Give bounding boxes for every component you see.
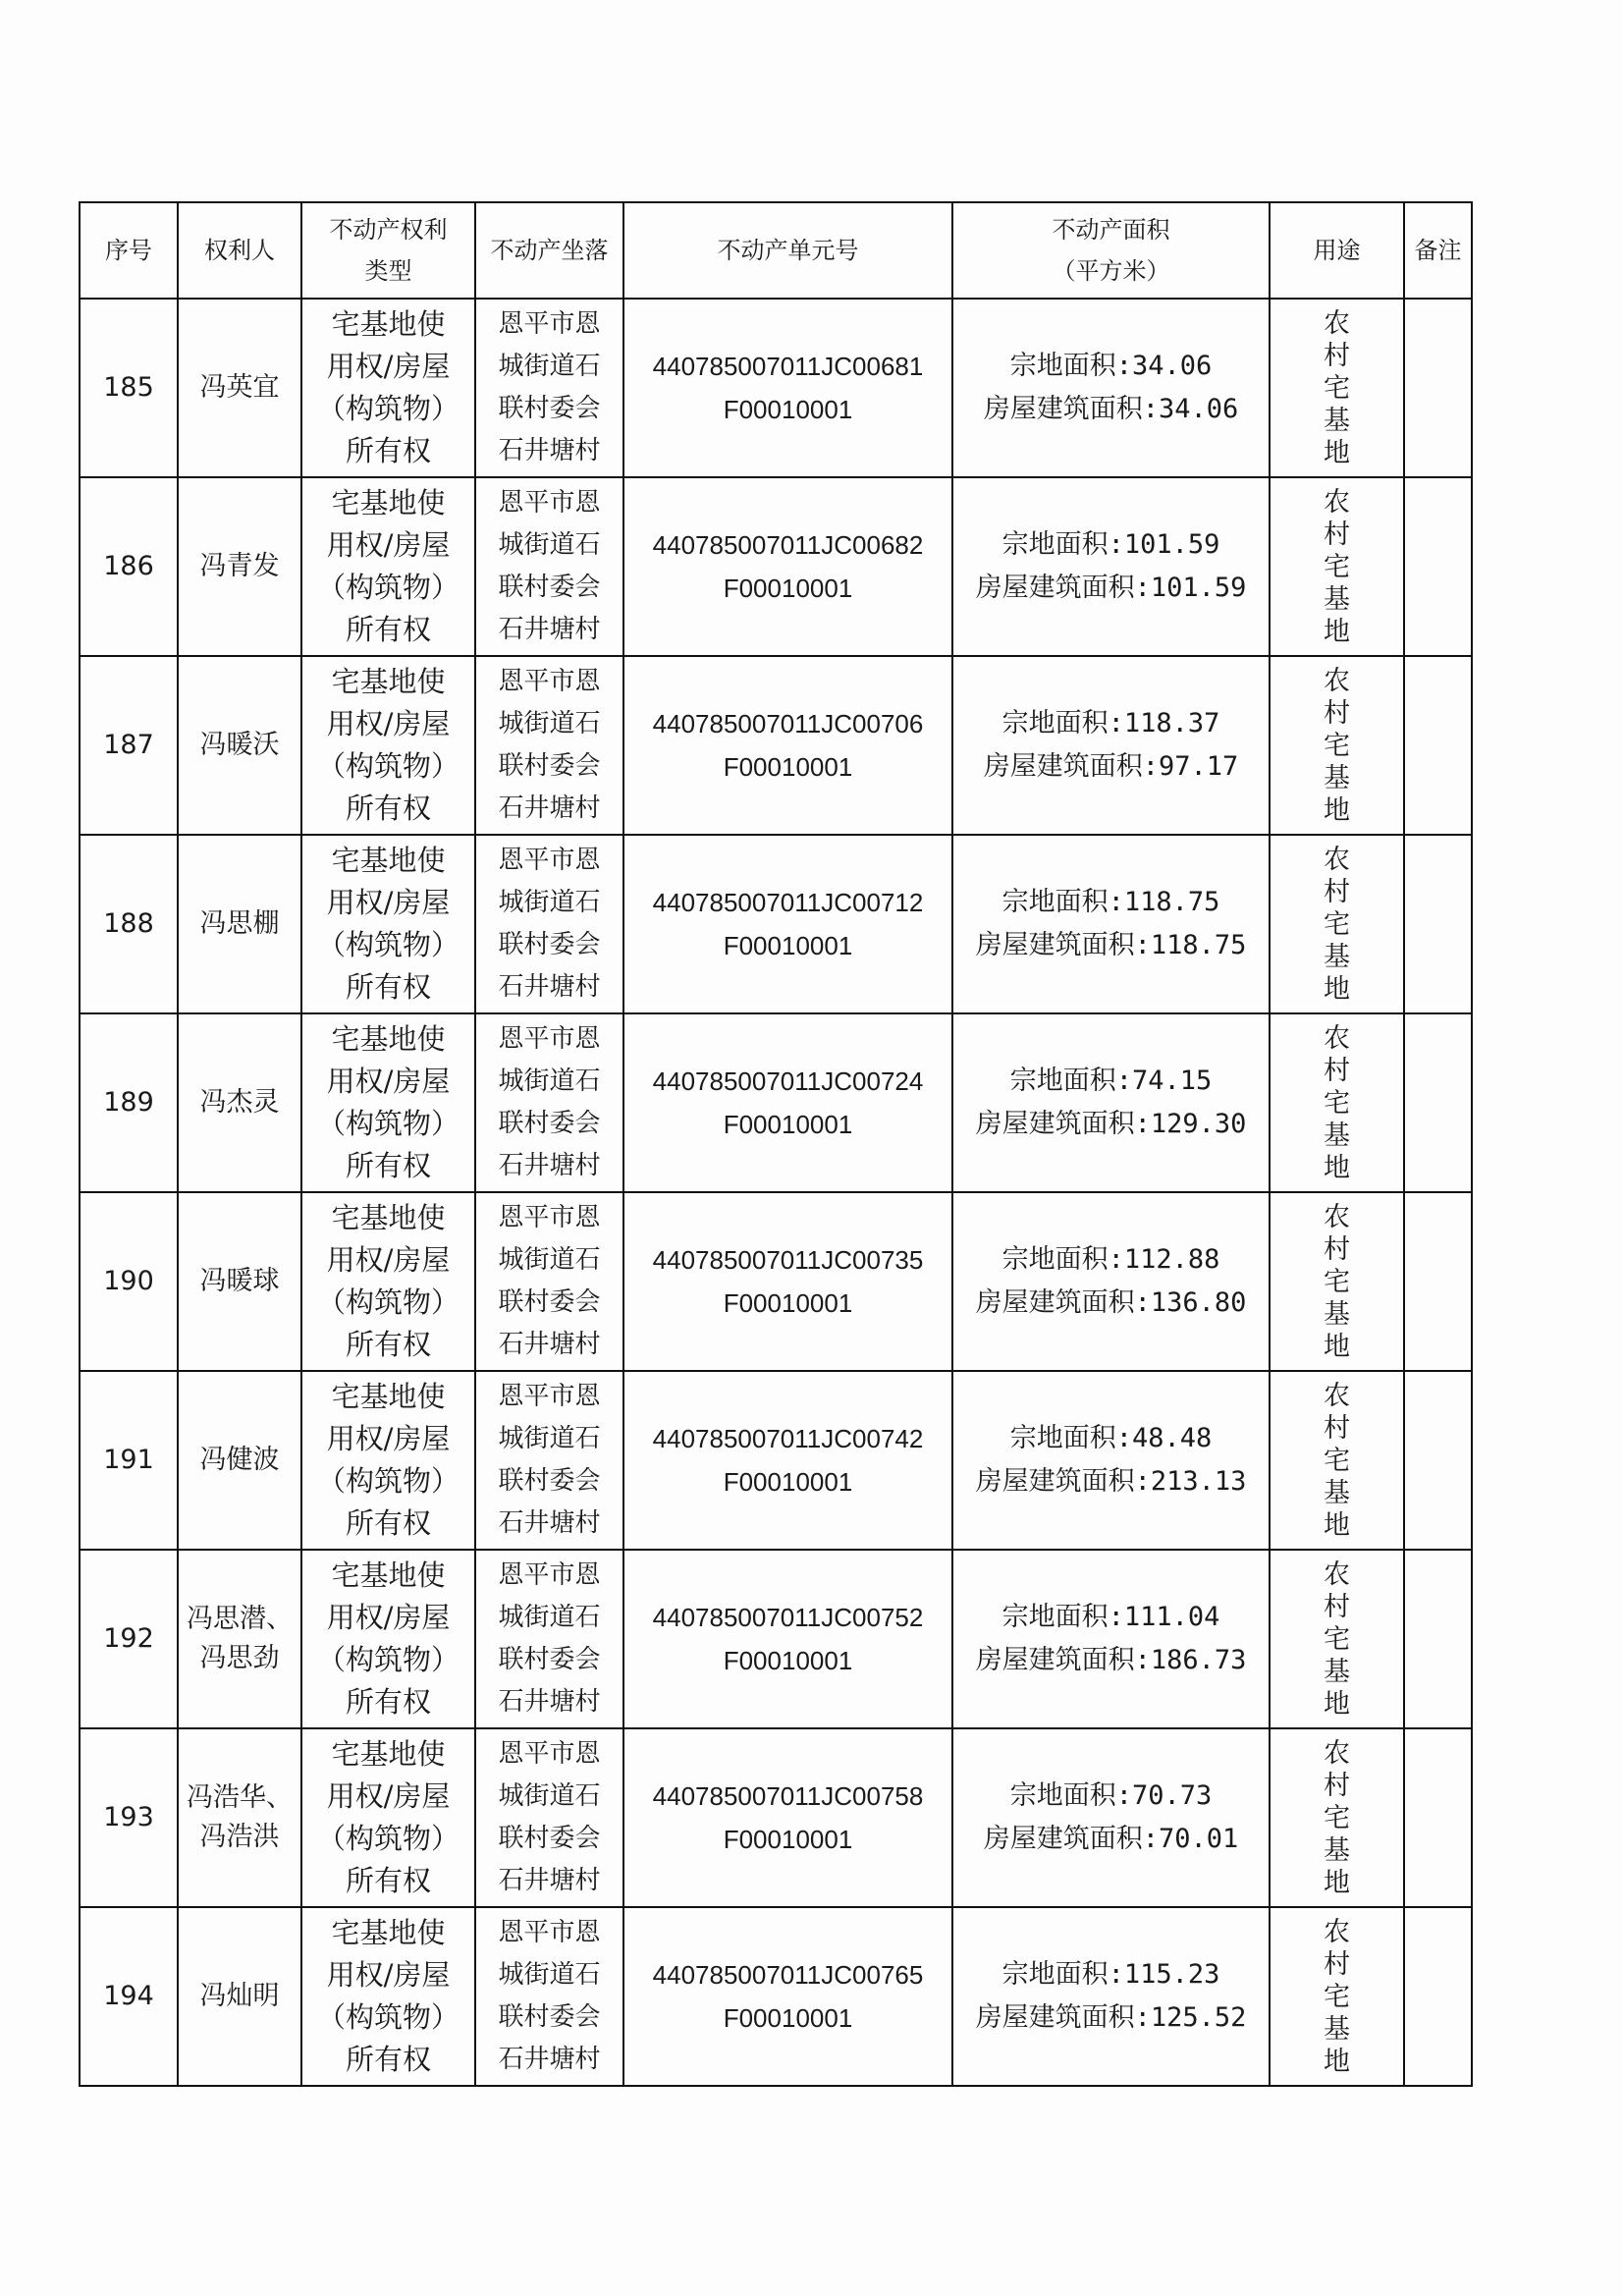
cell-right-type	[301, 1371, 475, 1550]
cell-area	[952, 1013, 1270, 1192]
cell-area	[952, 1907, 1270, 2086]
table-row	[80, 1728, 1472, 1907]
cell-area	[952, 299, 1270, 477]
cell-unit-no	[623, 1550, 952, 1728]
cell-unit-no	[623, 299, 952, 477]
cell-right-type-text: 宅基地使 用权/房屋 （构筑物） 所有权	[316, 1201, 460, 1361]
cell-location	[475, 835, 623, 1013]
land-area-text: 宗地面积:118.37	[1001, 708, 1220, 738]
cell-use	[1270, 1907, 1404, 2086]
cell-note	[1404, 299, 1472, 477]
cell-unit-no	[623, 1907, 952, 2086]
cell-unit-no-text: 440785007011JC00682 F00010001	[652, 530, 924, 603]
cell-use-text: 农 村 宅 基 地	[1324, 1737, 1350, 1898]
building-area-text: 房屋建筑面积:118.75	[975, 930, 1247, 960]
table-row	[80, 477, 1472, 656]
table-row	[80, 1192, 1472, 1371]
cell-area	[952, 1192, 1270, 1371]
cell-holder-text: 冯英宜	[199, 372, 280, 403]
cell-right-type-text: 宅基地使 用权/房屋 （构筑物） 所有权	[316, 486, 460, 646]
cell-note	[1404, 656, 1472, 835]
cell-area	[952, 835, 1270, 1013]
table-row	[80, 1907, 1472, 2086]
cell-seq	[80, 1192, 178, 1371]
cell-right-type-text: 宅基地使 用权/房屋 （构筑物） 所有权	[316, 1737, 460, 1897]
cell-seq	[80, 835, 178, 1013]
cell-use-text: 农 村 宅 基 地	[1324, 665, 1350, 826]
cell-location	[475, 299, 623, 477]
cell-use-text: 农 村 宅 基 地	[1324, 1201, 1350, 1362]
land-area-text: 宗地面积:48.48	[1009, 1423, 1213, 1453]
cell-use	[1270, 1371, 1404, 1550]
cell-note	[1404, 1371, 1472, 1550]
cell-unit-no	[623, 656, 952, 835]
cell-seq	[80, 1371, 178, 1550]
cell-seq-text: 186	[103, 551, 154, 581]
cell-location-text: 恩平市恩 城街道石 联村委会 石井塘村	[498, 1203, 601, 1359]
building-area-text: 房屋建筑面积:129.30	[975, 1109, 1247, 1139]
cell-holder-text: 冯灿明	[199, 1981, 280, 2011]
cell-holder	[178, 1013, 301, 1192]
cell-use	[1270, 1550, 1404, 1728]
cell-holder	[178, 835, 301, 1013]
cell-use	[1270, 656, 1404, 835]
cell-location	[475, 477, 623, 656]
cell-seq-text: 191	[103, 1445, 154, 1475]
land-area-text: 宗地面积:111.04	[1001, 1602, 1220, 1632]
cell-location-text: 恩平市恩 城街道石 联村委会 石井塘村	[498, 667, 601, 823]
cell-note	[1404, 835, 1472, 1013]
header-unit-no: 不动产单元号	[623, 202, 952, 299]
cell-holder-text: 冯浩华、 冯浩洪	[187, 1782, 293, 1852]
land-area-text: 宗地面积:34.06	[1009, 351, 1213, 381]
cell-seq-text: 193	[103, 1802, 154, 1832]
building-area-text: 房屋建筑面积:213.13	[975, 1466, 1247, 1497]
cell-area	[952, 656, 1270, 835]
building-area-text: 房屋建筑面积:70.01	[983, 1824, 1239, 1854]
cell-holder-text: 冯暖球	[199, 1266, 280, 1296]
cell-location	[475, 1192, 623, 1371]
land-area-text: 宗地面积:115.23	[1001, 1959, 1220, 1990]
property-register-table	[79, 201, 1473, 2087]
cell-right-type	[301, 1192, 475, 1371]
land-area-text: 宗地面积:118.75	[1001, 887, 1220, 917]
cell-holder	[178, 299, 301, 477]
cell-holder	[178, 1907, 301, 2086]
cell-note	[1404, 1013, 1472, 1192]
header-use: 用途	[1270, 202, 1404, 299]
cell-unit-no-text: 440785007011JC00706 F00010001	[652, 709, 924, 782]
cell-right-type-text: 宅基地使 用权/房屋 （构筑物） 所有权	[316, 1380, 460, 1540]
cell-location-text: 恩平市恩 城街道石 联村委会 石井塘村	[498, 1560, 601, 1717]
building-area-text: 房屋建筑面积:136.80	[975, 1287, 1247, 1318]
table-row	[80, 299, 1472, 477]
cell-note	[1404, 1907, 1472, 2086]
cell-location	[475, 1907, 623, 2086]
cell-holder-text: 冯思棚	[199, 908, 280, 939]
cell-seq-text: 188	[103, 908, 154, 939]
cell-use	[1270, 299, 1404, 477]
cell-location	[475, 1371, 623, 1550]
table-row	[80, 1013, 1472, 1192]
header-seq: 序号	[80, 202, 178, 299]
table-row	[80, 1371, 1472, 1550]
cell-location	[475, 1728, 623, 1907]
cell-note	[1404, 1192, 1472, 1371]
cell-right-type-text: 宅基地使 用权/房屋 （构筑物） 所有权	[316, 307, 460, 467]
cell-holder	[178, 1550, 301, 1728]
table-header-row	[80, 202, 1472, 299]
land-area-text: 宗地面积:70.73	[1009, 1780, 1213, 1811]
cell-right-type	[301, 1728, 475, 1907]
cell-seq-text: 187	[103, 730, 154, 760]
cell-use-text: 农 村 宅 基 地	[1324, 486, 1350, 647]
cell-location	[475, 656, 623, 835]
cell-area	[952, 1550, 1270, 1728]
cell-unit-no	[623, 835, 952, 1013]
table-row	[80, 656, 1472, 835]
cell-note	[1404, 1728, 1472, 1907]
cell-right-type-text: 宅基地使 用权/房屋 （构筑物） 所有权	[316, 1558, 460, 1719]
cell-unit-no-text: 440785007011JC00712 F00010001	[652, 888, 924, 960]
cell-right-type	[301, 1907, 475, 2086]
cell-use	[1270, 1013, 1404, 1192]
cell-unit-no-text: 440785007011JC00742 F00010001	[652, 1424, 924, 1497]
cell-seq	[80, 299, 178, 477]
cell-seq-text: 194	[103, 1981, 154, 2011]
cell-seq-text: 192	[103, 1623, 154, 1654]
cell-area	[952, 1371, 1270, 1550]
header-location: 不动产坐落	[475, 202, 623, 299]
cell-use	[1270, 1728, 1404, 1907]
building-area-text: 房屋建筑面积:97.17	[983, 751, 1239, 782]
cell-location-text: 恩平市恩 城街道石 联村委会 石井塘村	[498, 1382, 601, 1538]
cell-location-text: 恩平市恩 城街道石 联村委会 石井塘村	[498, 1024, 601, 1180]
cell-right-type	[301, 477, 475, 656]
cell-note	[1404, 477, 1472, 656]
cell-location-text: 恩平市恩 城街道石 联村委会 石井塘村	[498, 309, 601, 465]
cell-location-text: 恩平市恩 城街道石 联村委会 石井塘村	[498, 1918, 601, 2074]
cell-right-type-text: 宅基地使 用权/房屋 （构筑物） 所有权	[316, 1916, 460, 2076]
cell-use-text: 农 村 宅 基 地	[1324, 1380, 1350, 1541]
cell-use-text: 农 村 宅 基 地	[1324, 1558, 1350, 1720]
cell-holder	[178, 477, 301, 656]
header-area: 不动产面积 （平方米）	[952, 202, 1270, 299]
cell-right-type	[301, 656, 475, 835]
cell-seq	[80, 1907, 178, 2086]
cell-unit-no-text: 440785007011JC00752 F00010001	[652, 1603, 924, 1675]
cell-holder-text: 冯健波	[199, 1445, 280, 1475]
cell-unit-no-text: 440785007011JC00765 F00010001	[652, 1960, 924, 2033]
cell-seq-text: 189	[103, 1087, 154, 1118]
land-area-text: 宗地面积:101.59	[1001, 529, 1220, 560]
cell-area	[952, 1728, 1270, 1907]
cell-unit-no-text: 440785007011JC00735 F00010001	[652, 1245, 924, 1318]
cell-holder	[178, 1371, 301, 1550]
building-area-text: 房屋建筑面积:34.06	[983, 394, 1239, 424]
cell-right-type-text: 宅基地使 用权/房屋 （构筑物） 所有权	[316, 665, 460, 825]
cell-right-type-text: 宅基地使 用权/房屋 （构筑物） 所有权	[316, 1022, 460, 1182]
header-holder: 权利人	[178, 202, 301, 299]
cell-right-type-text: 宅基地使 用权/房屋 （构筑物） 所有权	[316, 844, 460, 1004]
cell-seq	[80, 1728, 178, 1907]
cell-unit-no-text: 440785007011JC00758 F00010001	[652, 1781, 924, 1854]
cell-seq-text: 185	[103, 372, 154, 403]
cell-unit-no	[623, 1013, 952, 1192]
land-area-text: 宗地面积:74.15	[1009, 1066, 1213, 1096]
cell-right-type	[301, 1550, 475, 1728]
cell-location	[475, 1013, 623, 1192]
cell-seq	[80, 477, 178, 656]
cell-holder	[178, 656, 301, 835]
cell-seq	[80, 1550, 178, 1728]
cell-location	[475, 1550, 623, 1728]
cell-area	[952, 477, 1270, 656]
header-note: 备注	[1404, 202, 1472, 299]
cell-use-text: 农 村 宅 基 地	[1324, 307, 1350, 468]
cell-unit-no	[623, 477, 952, 656]
building-area-text: 房屋建筑面积:186.73	[975, 1645, 1247, 1675]
cell-unit-no	[623, 1371, 952, 1550]
land-area-text: 宗地面积:112.88	[1001, 1244, 1220, 1275]
cell-right-type	[301, 835, 475, 1013]
cell-use	[1270, 1192, 1404, 1371]
cell-use	[1270, 835, 1404, 1013]
cell-location-text: 恩平市恩 城街道石 联村委会 石井塘村	[498, 1739, 601, 1895]
building-area-text: 房屋建筑面积:101.59	[975, 573, 1247, 603]
cell-location-text: 恩平市恩 城街道石 联村委会 石井塘村	[498, 846, 601, 1002]
cell-holder-text: 冯思潜、 冯思劲	[187, 1604, 293, 1673]
cell-use-text: 农 村 宅 基 地	[1324, 844, 1350, 1005]
cell-right-type	[301, 299, 475, 477]
cell-holder-text: 冯暖沃	[199, 730, 280, 760]
cell-unit-no-text: 440785007011JC00681 F00010001	[652, 352, 924, 424]
building-area-text: 房屋建筑面积:125.52	[975, 2002, 1247, 2033]
cell-holder-text: 冯杰灵	[199, 1087, 280, 1118]
header-right-type: 不动产权利 类型	[301, 202, 475, 299]
table-row	[80, 1550, 1472, 1728]
cell-unit-no	[623, 1192, 952, 1371]
cell-holder	[178, 1192, 301, 1371]
cell-note	[1404, 1550, 1472, 1728]
cell-use-text: 农 村 宅 基 地	[1324, 1022, 1350, 1183]
cell-seq	[80, 1013, 178, 1192]
cell-holder-text: 冯青发	[199, 551, 280, 581]
cell-seq	[80, 656, 178, 835]
cell-holder	[178, 1728, 301, 1907]
cell-seq-text: 190	[103, 1266, 154, 1296]
cell-unit-no-text: 440785007011JC00724 F00010001	[652, 1066, 924, 1139]
cell-location-text: 恩平市恩 城街道石 联村委会 石井塘村	[498, 488, 601, 644]
cell-use	[1270, 477, 1404, 656]
cell-right-type	[301, 1013, 475, 1192]
table-row	[80, 835, 1472, 1013]
cell-unit-no	[623, 1728, 952, 1907]
cell-use-text: 农 村 宅 基 地	[1324, 1916, 1350, 2077]
